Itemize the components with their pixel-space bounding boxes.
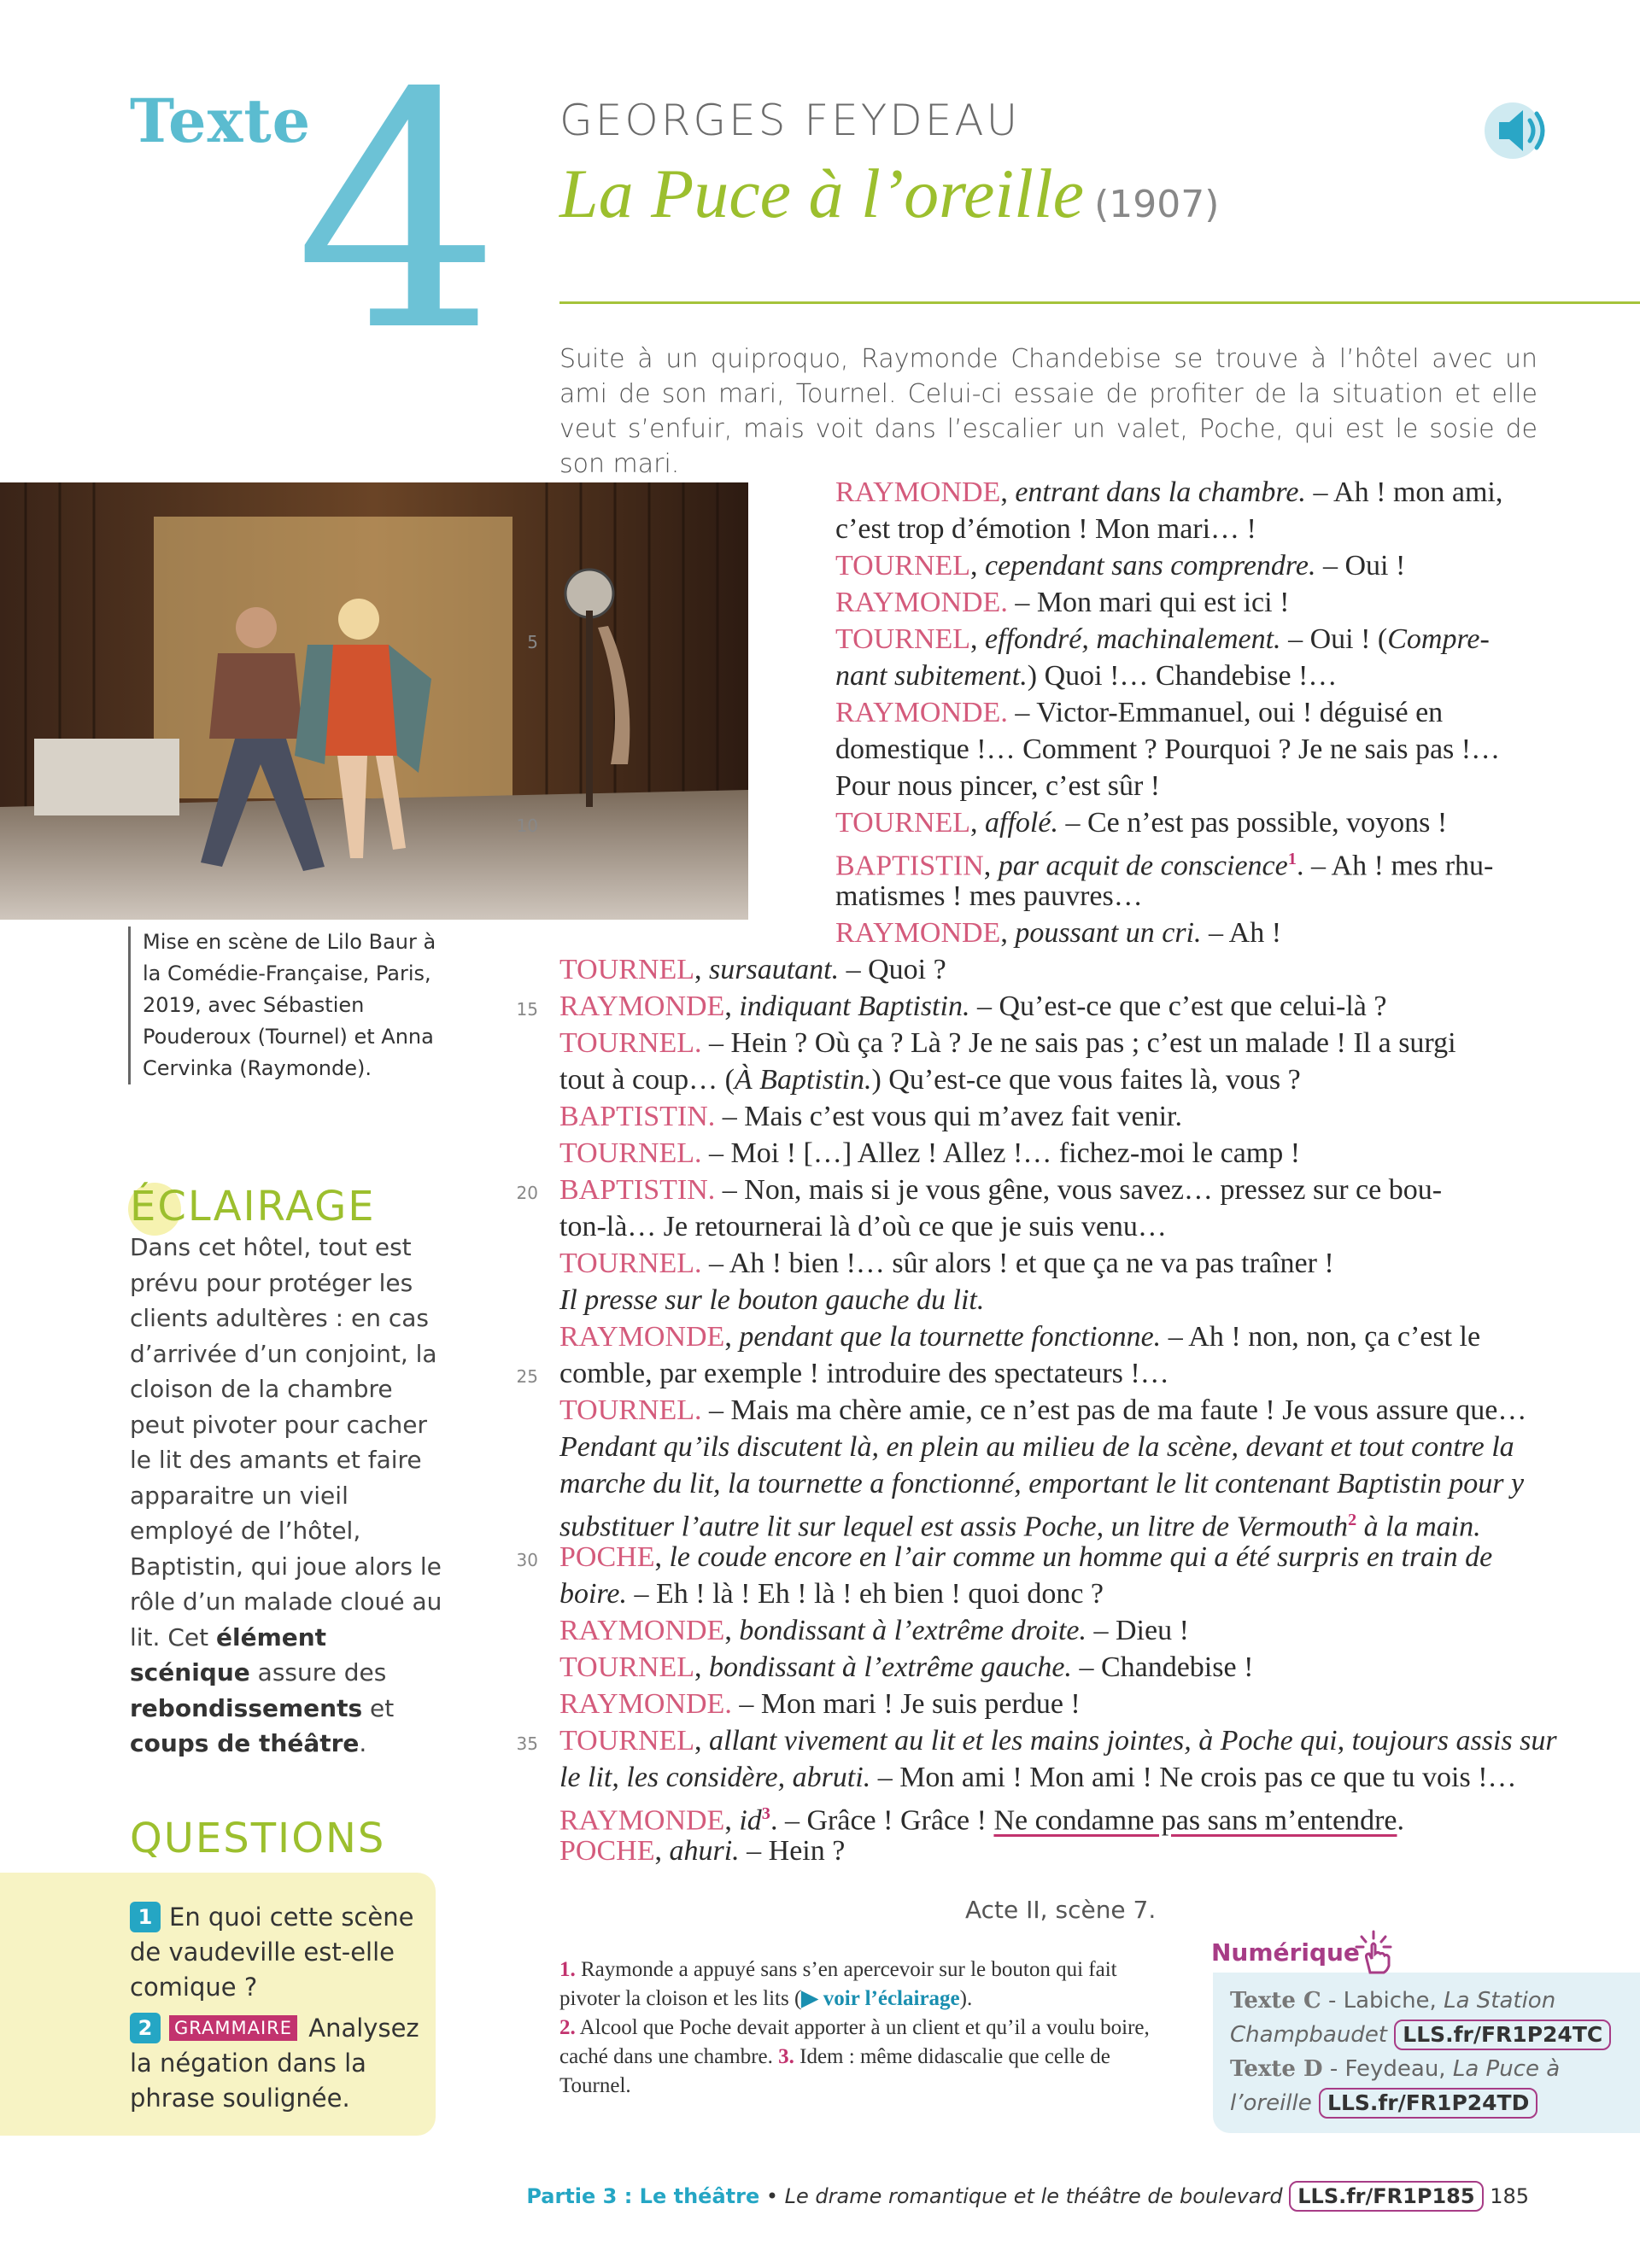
play-line: RAYMONDE, poussant un cri. – Ah ! [835,917,1282,949]
question-2 [130,2011,420,2116]
footnote-3-text: Idem : même didascalie que celle de Tournel. [559,2045,1110,2097]
eclairage-text-4: . [359,1729,367,1757]
numerique-texte-c [1230,1984,1555,2018]
speaker-tournel: TOURNEL [835,623,971,655]
footnote-3-number: 3. [778,2045,794,2068]
line-number: 25 [516,1366,538,1387]
speaker-baptistin: BAPTISTIN [559,1101,708,1132]
page-number: 185 [1490,2184,1529,2208]
footnote-1-text: Raymonde a appuyé sans s’en apercevoir sur le bouton qui fait pivoter la cloison et les lits ( [559,1958,1117,2010]
line-number: 10 [516,815,538,836]
play-line: tout à coup… (À Baptistin.) Qu’est-ce que vous faites là, vous ? [559,1064,1301,1096]
line-number: 15 [516,999,538,1020]
footer-bullet: • [765,2184,779,2208]
audio-icon[interactable] [1480,100,1557,161]
play-line: RAYMONDE, entrant dans la chambre. – Ah ! mon ami, [835,476,1503,508]
play-line: TOURNEL, bondissant à l’extrême gauche. – Chandebise ! [559,1651,1254,1683]
play-line: TOURNEL. – Mais ma chère amie, ce n’est pas de ma faute ! Je vous assure que… [559,1394,1527,1426]
footnote-2-number: 2. [559,2016,576,2039]
eclairage-bold-2: rebondissements [130,1693,363,1722]
speaker-raymonde: RAYMONDE [559,991,725,1022]
intro-paragraph: Suite à un quiproquo, Raymonde Chandebise se trouve à l’hôtel avec un ami de son mari, Tournel. Celui-ci essaie de profiter de la situation et elle veut s’enfuir, mais voit dans l’escalier un valet, Poche, qui est le sosie de son mari. [559,344,1538,479]
texte-c-label: Texte C [1230,1988,1321,2014]
texte-d-link[interactable]: LLS.fr/FR1P24TD [1319,2088,1538,2119]
speaker-tournel: TOURNEL [559,1725,695,1757]
line-number: 20 [516,1183,538,1203]
numerique-texte-d-2 [1230,2086,1538,2120]
play-line: ton-là… Je retournerai là d’où ce que je suis venu… [559,1211,1167,1242]
speaker-raymonde: RAYMONDE [835,587,1001,618]
numerique-texte-d [1230,2052,1560,2086]
play-line: c’est trop d’émotion ! Mon mari… ! [835,513,1256,545]
play-line: TOURNEL, sursautant. – Quoi ? [559,954,946,985]
underlined-sentence: Ne condamne pas sans m’entendre [993,1804,1397,1837]
photo-caption: Mise en scène de Lilo Baur à la Comédie-Française, Paris, 2019, avec Sébastien Pouderoux (Tournel) et Anna Cervinka (Raymonde). [128,926,450,1084]
speaker-tournel: TOURNEL [559,1248,695,1279]
play-line: BAPTISTIN. – Mais c’est vous qui m’avez fait venir. [559,1101,1182,1132]
pointing-hand-icon [1350,1928,1401,1976]
play-line: marche du lit, la tournette a fonctionné, emportant le lit contenant Baptistin pour y [559,1468,1525,1499]
footnote-1-number: 1. [559,1958,576,1981]
texte-label: Texte [130,85,312,156]
texte-d-title-2: l’oreille [1230,2090,1312,2116]
play-line: TOURNEL, effondré, machinalement. – Oui ! (Compre- [835,623,1490,655]
texte-c-title-2: Champbaudet [1230,2022,1388,2048]
texte-d-author: - Feydeau, [1329,2056,1446,2082]
play-line: Pendant qu’ils discutent là, en plein au milieu de la scène, devant et tout contre la [559,1431,1514,1463]
line-number: 35 [516,1733,538,1754]
texte-c-title-1: La Station [1444,1988,1556,2014]
line-number: 30 [516,1550,538,1570]
play-line: BAPTISTIN, par acquit de conscience$^1$. – Ah ! mes rhu- [835,850,1494,882]
texte-c-link[interactable]: LLS.fr/FR1P24TC [1394,2020,1611,2050]
play-line: RAYMONDE. – Mon mari ! Je suis perdue ! [559,1688,1081,1720]
texte-c-author: - Labiche, [1327,1988,1437,2014]
speaker-tournel: TOURNEL [835,550,971,582]
question-1-number: 1 [130,1902,161,1932]
footer-link[interactable]: LLS.fr/FR1P185 [1289,2181,1483,2212]
speaker-tournel: TOURNEL [835,807,971,839]
speaker-raymonde: RAYMONDE [559,1804,725,1837]
play-line: comble, par exemple ! introduire des spectateurs !… [559,1358,1169,1389]
speaker-baptistin: BAPTISTIN [559,1174,708,1206]
texte-d-label: Texte D [1230,2056,1323,2082]
speaker-raymonde: RAYMONDE [835,697,1001,728]
play-line: boire. – Eh ! là ! Eh ! là ! eh bien ! quoi donc ? [559,1578,1104,1610]
play-line: Pour nous pincer, c’est sûr ! [835,770,1161,802]
speaker-raymonde: RAYMONDE [559,1615,725,1646]
eclairage-text [130,1230,446,1762]
numerique-texte-c-2 [1230,2018,1611,2052]
numerique-title: Numérique [1211,1938,1360,1967]
play-line: RAYMONDE, pendant que la tournette fonctionne. – Ah ! non, non, ça c’est le [559,1321,1481,1353]
footer-subtitle: Le drame romantique et le théâtre de boulevard [784,2184,1283,2208]
speaker-raymonde: RAYMONDE [559,1688,725,1720]
speaker-tournel: TOURNEL [559,1137,695,1169]
play-line: matismes ! mes pauvres… [835,880,1143,912]
play-line: le lit, les considère, abruti. – Mon ami ! Mon ami ! Ne crois pas ce que tu vois !… [559,1762,1517,1793]
speaker-tournel: TOURNEL [559,1394,695,1426]
play-line: TOURNEL, allant vivement au lit et les mains jointes, à Poche qui, toujours assis sur [559,1725,1557,1757]
work-year: (1907) [1094,183,1220,226]
speaker-poche: POCHE [559,1835,655,1867]
eclairage-bold-3: coups de théâtre [130,1729,360,1757]
texte-d-title-1: La Puce à [1452,2056,1561,2082]
question-2-number: 2 [130,2013,161,2043]
play-line: TOURNEL, affolé. – Ce n’est pas possible, voyons ! [835,807,1448,839]
author-name: GEORGES FEYDEAU [559,96,1021,145]
page-footer [526,2181,1529,2212]
speaker-tournel: TOURNEL [559,954,695,985]
speaker-poche: POCHE [559,1541,655,1573]
work-title [559,154,1219,234]
play-line: RAYMONDE, $id^3$. – Grâce ! Grâce ! Ne condamne pas sans m’entendre. [559,1804,1404,1837]
stage-photo [0,482,748,920]
play-line: BAPTISTIN. – Non, mais si je vous gêne, vous savez… pressez sur ce bou- [559,1174,1443,1206]
eclairage-text-1: Dans cet hôtel, tout est prévu pour protéger les clients adultères : en cas d’arrivée d’un conjoint, la cloison de la chambre peut pivoter pour cacher le lit des amants et faire apparaitre un vieil employé de l’hôtel, Baptistin, qui joue alors le rôle d’un malade cloué au lit. Cet [130,1233,442,1651]
speaker-raymonde: RAYMONDE [559,1321,725,1353]
play-line: TOURNEL. – Hein ? Où ça ? Là ? Je ne sais pas ; c’est un malade ! Il a surgi [559,1027,1456,1059]
speaker-raymonde: RAYMONDE [835,917,1001,949]
grammaire-tag: GRAMMAIRE [169,2015,297,2041]
eclairage-bold-1: élément scénique [130,1622,327,1686]
line-number: 5 [527,632,538,652]
header-rule [559,301,1640,304]
play-line: Il presse sur le bouton gauche du lit. [559,1284,985,1316]
speaker-tournel: TOURNEL [559,1027,695,1059]
eclairage-title: ÉCLAIRAGE [130,1183,376,1230]
act-scene-reference: Acte II, scène 7. [965,1896,1157,1924]
play-line: RAYMONDE, indiquant Baptistin. – Qu’est-ce que c’est que celui-là ? [559,991,1387,1022]
play-line: domestique !… Comment ? Pourquoi ? Je ne sais pas !… [835,734,1501,765]
play-line: nant subitement.) Quoi !… Chandebise !… [835,660,1338,692]
footnote-2-text: Alcool que Poche devait apporter à un client et qu’il a voulu boire, caché dans une chambre. [559,2016,1150,2068]
eclairage-text-3: et [370,1693,395,1722]
speaker-baptistin: BAPTISTIN [835,850,984,882]
play-line: TOURNEL, cependant sans comprendre. – Oui ! [835,550,1406,582]
footer-part: Partie 3 : Le théâtre [526,2184,760,2208]
work-title-text: La Puce à l’oreille [559,155,1085,232]
question-1-text: En quoi cette scène de vaudeville est-elle comique ? [130,1903,414,2002]
play-line: RAYMONDE. – Mon mari qui est ici ! [835,587,1290,618]
play-line: substituer l’autre lit sur lequel est assis Poche, un litre de Vermouth$^2$ à la main. [559,1511,1481,1543]
questions-title: QUESTIONS [130,1815,386,1862]
eclairage-text-2: assure des [257,1658,387,1686]
speaker-tournel: TOURNEL [559,1651,695,1683]
footnotes [559,1955,1157,2101]
speaker-raymonde: RAYMONDE [835,476,1001,508]
question-1 [130,1900,420,2005]
texte-number: 4 [295,24,501,402]
play-line: RAYMONDE, bondissant à l’extrême droite. – Dieu ! [559,1615,1189,1646]
play-line: TOURNEL. – Ah ! bien !… sûr alors ! et que ça ne va pas traîner ! [559,1248,1334,1279]
play-line: POCHE, le coude encore en l’air comme un homme qui a été surpris en train de [559,1541,1493,1573]
play-line: POCHE, ahuri. – Hein ? [559,1835,846,1867]
play-line: TOURNEL. – Moi ! […] Allez ! Allez !… fichez-moi le camp ! [559,1137,1301,1169]
play-line: RAYMONDE. – Victor-Emmanuel, oui ! déguisé en [835,697,1444,728]
voir-eclairage-link[interactable]: ▶ voir l’éclairage [801,1987,960,2010]
footnote-1-end: ). [959,1987,973,2010]
question-2-text: Analysez la négation dans la phrase soulignée. [130,2014,419,2113]
